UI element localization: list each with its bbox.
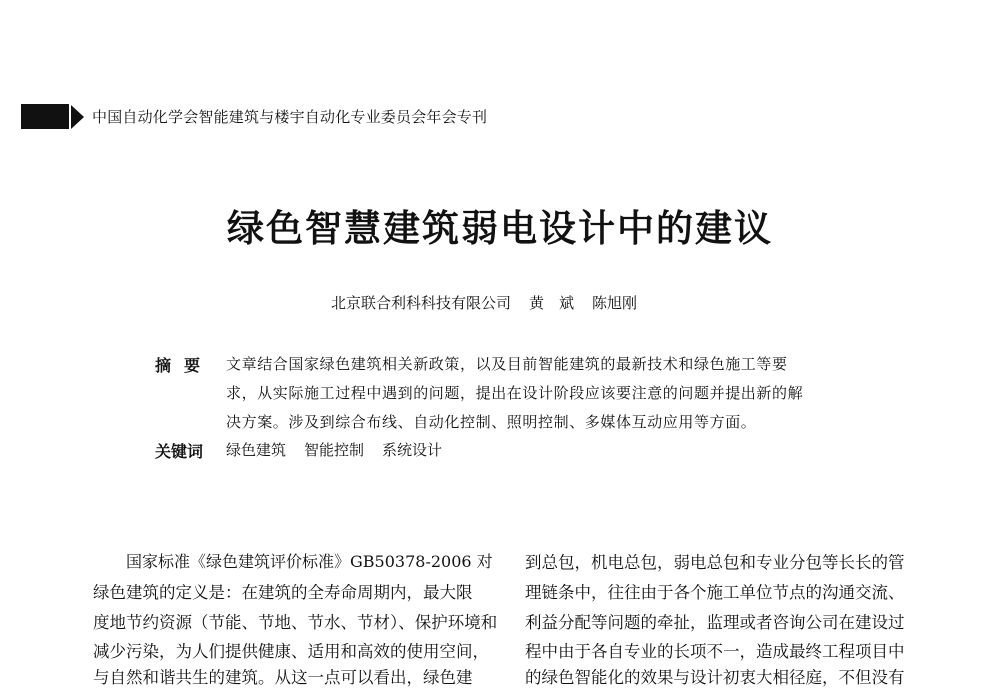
body-line: 减少污染，为人们提供健康、适用和高效的使用空间， (93, 642, 489, 661)
header-ribbon (21, 104, 84, 129)
body-line: 程中由于各自专业的长项不一，造成最终工程项目中 (525, 642, 905, 661)
body-line: 绿色建筑的定义是：在建筑的全寿命周期内，最大限 (93, 583, 473, 602)
body-line: 利益分配等问题的牵扯，监理或者咨询公司在建设过 (525, 613, 905, 632)
keyword-item: 智能控制 (304, 441, 365, 459)
author-line (331, 292, 655, 313)
keywords-list (226, 439, 460, 460)
body-line: 度地节约资源（节能、节地、节水、节材）、保护环境和 (93, 613, 498, 632)
chevron-right-icon (71, 105, 84, 129)
abstract-line: 决方案。涉及到综合布线、自动化控制、照明控制、多媒体互动应用等方面。 (226, 413, 757, 431)
author-name: 黄 斌 (529, 294, 575, 312)
body-line: 到总包，机电总包，弱电总包和专业分包等长长的管 (525, 553, 905, 572)
author-name: 陈旭刚 (592, 294, 638, 312)
journal-header-text: 中国自动化学会智能建筑与楼宇自动化专业委员会年会专刊 (92, 108, 488, 126)
abstract-label: 摘要 (155, 356, 214, 375)
body-line: 国家标准《绿色建筑评价标准》GB50378-2006 对 (126, 552, 493, 571)
body-line: 理链条中，往往由于各个施工单位节点的沟通交流、 (525, 583, 905, 602)
body-line: 的绿色智能化的效果与设计初衷大相径庭，不但没有 (525, 668, 905, 687)
header-black-block (21, 104, 69, 129)
body-line: 与自然和谐共生的建筑。从这一点可以看出，绿色建 (93, 668, 473, 687)
keyword-item: 绿色建筑 (226, 441, 287, 459)
keywords-label: 关键词 (155, 442, 204, 461)
abstract-line: 求，从实际施工过程中遇到的问题，提出在设计阶段应该要注意的问题并提出新的解 (226, 384, 804, 402)
abstract-line: 文章结合国家绿色建筑相关新政策，以及目前智能建筑的最新技术和绿色施工等要 (226, 355, 788, 373)
author-affiliation: 北京联合利科科技有限公司 (331, 294, 512, 312)
keyword-item: 系统设计 (382, 441, 443, 459)
paper-title: 绿色智慧建筑弱电设计中的建议 (227, 207, 773, 250)
